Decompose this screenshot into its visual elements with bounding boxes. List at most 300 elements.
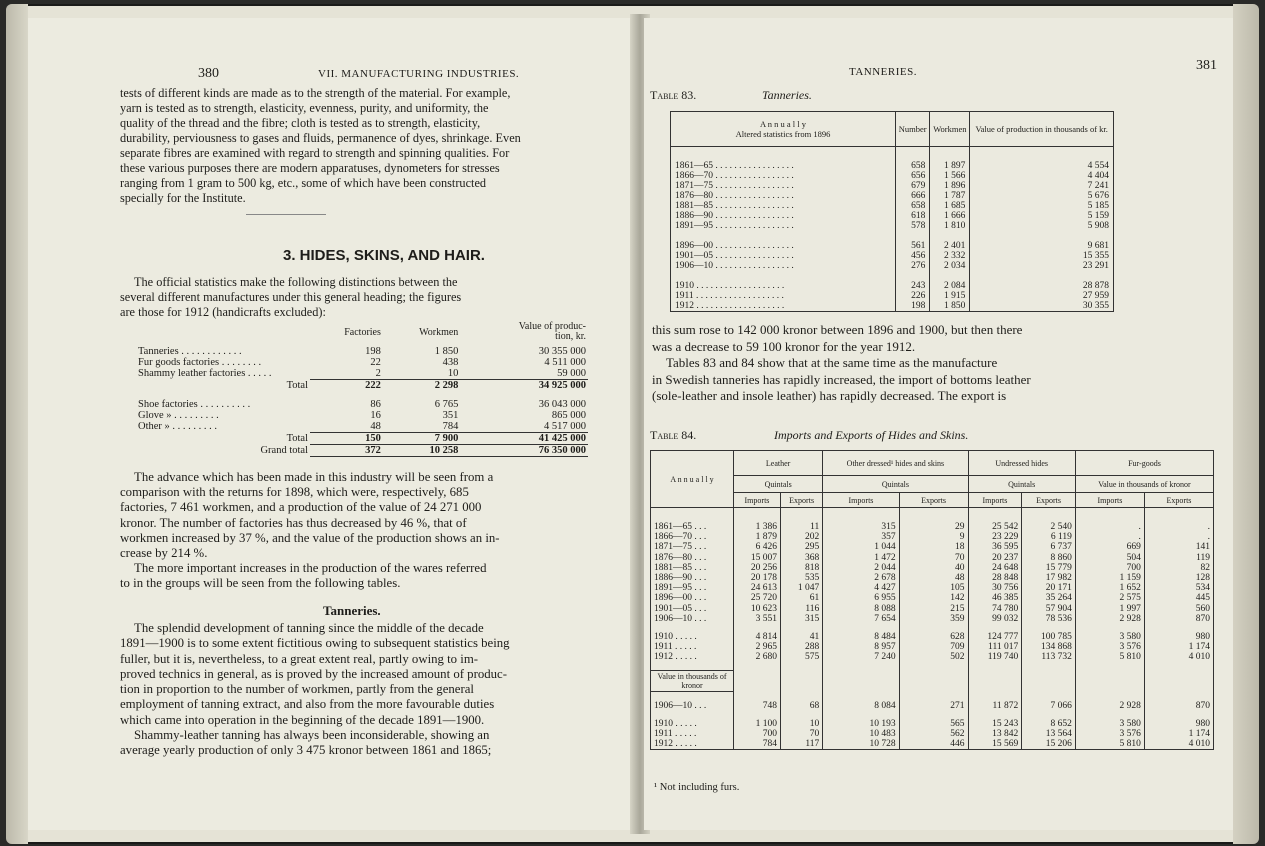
col-value: Value of produc- tion, kr. bbox=[518, 321, 586, 342]
row-label: Total bbox=[286, 379, 308, 391]
cell: 562 bbox=[899, 729, 968, 739]
cell: 1 897 bbox=[930, 161, 970, 171]
t84-unit-undressed: Quintals bbox=[968, 476, 1075, 493]
table-row bbox=[671, 291, 1114, 301]
cell: 784 bbox=[442, 421, 459, 432]
cell: 41 425 000 bbox=[460, 433, 588, 445]
spacer bbox=[896, 147, 930, 162]
cell: 27 959 bbox=[970, 291, 1114, 301]
text-line: tion in proportion to the number of workmen, partly from the general bbox=[120, 682, 474, 697]
row-label: 1901—05 . . . bbox=[651, 604, 734, 614]
table-row bbox=[136, 357, 588, 368]
spacer bbox=[823, 624, 899, 632]
cell: 4 404 bbox=[970, 171, 1114, 181]
text-line: are those for 1912 (handicrafts excluded): bbox=[120, 305, 326, 319]
cell: 870 bbox=[1144, 700, 1213, 710]
cell: 3 580 bbox=[1075, 632, 1144, 642]
cell: 359 bbox=[899, 614, 968, 624]
cell: 502 bbox=[899, 652, 968, 662]
text-line: comparison with the returns for 1898, which were, respectively, 685 bbox=[120, 485, 469, 500]
cell: 23 291 bbox=[970, 261, 1114, 271]
spacer bbox=[896, 271, 930, 281]
cell: 7 240 bbox=[823, 652, 899, 662]
table-row bbox=[671, 241, 1114, 251]
spacer bbox=[1075, 671, 1144, 692]
cell: 15 355 bbox=[970, 251, 1114, 261]
cell: 141 bbox=[1144, 542, 1213, 552]
spacer bbox=[899, 662, 968, 671]
cell: 5 159 bbox=[970, 211, 1114, 221]
spacer bbox=[671, 231, 896, 241]
spacer bbox=[970, 147, 1114, 162]
spacer bbox=[930, 147, 970, 162]
cell: 700 bbox=[1075, 563, 1144, 573]
cell: 41 bbox=[780, 632, 822, 642]
spacer-row bbox=[651, 508, 1214, 523]
t84-group-leather: Leather bbox=[734, 451, 823, 476]
cell: 5 185 bbox=[970, 201, 1114, 211]
cell: 226 bbox=[896, 291, 930, 301]
spacer bbox=[780, 671, 822, 692]
spacer bbox=[968, 508, 1022, 523]
cell: 11 872 bbox=[968, 700, 1022, 710]
right-page bbox=[644, 18, 1236, 830]
cell: 865 000 bbox=[551, 410, 586, 421]
cell: 7 241 bbox=[970, 181, 1114, 191]
text-line: proved technics in general, as is proved by the increased amount of produc- bbox=[120, 666, 507, 681]
text-line: specially for the Institute. bbox=[120, 191, 246, 205]
spacer bbox=[930, 231, 970, 241]
spacer bbox=[1022, 671, 1076, 692]
cell: 2 680 bbox=[734, 652, 781, 662]
cell: 10 193 bbox=[823, 719, 899, 729]
cell: 2 332 bbox=[930, 251, 970, 261]
text-line: tests of different kinds are made as to the strength of the material. For example, bbox=[120, 86, 511, 100]
text-line: Shammy-leather tanning has always been inconsiderable, showing an bbox=[134, 728, 490, 743]
tanneries-heading: Tanneries. bbox=[323, 603, 381, 618]
row-label: 1886—90 . . . . . . . . . . . . . . . . . bbox=[671, 211, 896, 221]
spacer-row bbox=[651, 662, 1214, 671]
factories-table bbox=[136, 322, 588, 457]
tanneries-paragraph bbox=[120, 621, 604, 759]
spacer bbox=[823, 671, 899, 692]
spacer bbox=[1022, 692, 1076, 701]
cell: 48 bbox=[370, 421, 381, 432]
text-line: this sum rose to 142 000 kronor between 1896 and 1900, but then there bbox=[652, 322, 1023, 337]
cell: 628 bbox=[899, 632, 968, 642]
spacer bbox=[1022, 711, 1076, 719]
factories-group-a bbox=[136, 346, 588, 380]
cell: 2 678 bbox=[823, 573, 899, 583]
cell: 16 bbox=[370, 410, 381, 421]
cell: 76 350 000 bbox=[460, 445, 588, 457]
cell: 198 bbox=[365, 346, 381, 357]
cell: 215 bbox=[899, 604, 968, 614]
cell: 295 bbox=[780, 542, 822, 552]
cell: 82 bbox=[1144, 563, 1213, 573]
text-line: The more important increases in the production of the wares referred bbox=[134, 561, 487, 576]
cell: 9 bbox=[899, 532, 968, 542]
table-row bbox=[671, 281, 1114, 291]
cell: 15 206 bbox=[1022, 739, 1076, 750]
t84-group-other: Other dressed¹ hides and skins bbox=[823, 451, 968, 476]
section-paragraph bbox=[120, 275, 604, 320]
row-label: 1906—10 . . . bbox=[651, 614, 734, 624]
spacer bbox=[970, 271, 1114, 281]
cell: 2 401 bbox=[930, 241, 970, 251]
cell: 784 bbox=[734, 739, 781, 750]
cell: 658 bbox=[896, 161, 930, 171]
spacer bbox=[823, 508, 899, 523]
t84-subhead: Imports bbox=[823, 493, 899, 508]
row-label: 1861—65 . . . bbox=[651, 522, 734, 532]
cell: 4 511 000 bbox=[544, 357, 586, 368]
cell: 980 bbox=[1144, 719, 1213, 729]
footnote: ¹ Not including furs. bbox=[654, 782, 740, 793]
divider bbox=[246, 214, 326, 215]
spacer-row bbox=[671, 147, 1114, 162]
table83-label: Table 83. bbox=[650, 88, 697, 102]
cell: 5 908 bbox=[970, 221, 1114, 231]
spacer bbox=[1022, 508, 1076, 523]
spacer bbox=[970, 231, 1114, 241]
cell: 128 bbox=[1144, 573, 1213, 583]
cell: 351 bbox=[442, 410, 459, 421]
cell: 980 bbox=[1144, 632, 1213, 642]
cell: 534 bbox=[1144, 583, 1213, 593]
text-line: which came into operation in the beginning of the decade 1891—1900. bbox=[120, 712, 485, 727]
row-label: 1901—05 . . . . . . . . . . . . . . . . . bbox=[671, 251, 896, 261]
cell: 6 955 bbox=[823, 593, 899, 603]
cell: 74 780 bbox=[968, 604, 1022, 614]
cell: 1 850 bbox=[434, 346, 459, 357]
text-line: in Swedish tanneries has rapidly increased, the import of bottoms leather bbox=[652, 371, 1031, 387]
table-84 bbox=[650, 450, 1214, 750]
row-label: 1910 . . . . . bbox=[651, 632, 734, 642]
t84-group-furgoods: Fur-goods bbox=[1075, 451, 1213, 476]
cell: 535 bbox=[780, 573, 822, 583]
text-line: crease by 214 %. bbox=[120, 546, 208, 561]
cell: 1 044 bbox=[823, 542, 899, 552]
spacer bbox=[930, 271, 970, 281]
table-row bbox=[671, 181, 1114, 191]
row-label: Tanneries . . . . . . . . . . . . bbox=[138, 346, 242, 357]
cell: 46 385 bbox=[968, 593, 1022, 603]
cell: 17 982 bbox=[1022, 573, 1076, 583]
t84-group-undressed: Undressed hides bbox=[968, 451, 1075, 476]
spacer bbox=[968, 692, 1022, 701]
spacer bbox=[651, 692, 734, 701]
cell: . bbox=[1144, 522, 1213, 532]
cell: 700 bbox=[734, 729, 781, 739]
t84-subhead: Imports bbox=[1075, 493, 1144, 508]
table-row bbox=[136, 368, 588, 380]
cell: 4 814 bbox=[734, 632, 781, 642]
cell: 30 355 000 bbox=[538, 346, 586, 357]
cell: 7 066 bbox=[1022, 700, 1076, 710]
cell: 8 652 bbox=[1022, 719, 1076, 729]
t84-unit-leather: Quintals bbox=[734, 476, 823, 493]
spacer bbox=[734, 711, 781, 719]
table-row bbox=[671, 301, 1114, 312]
cell: 1 850 bbox=[930, 301, 970, 312]
advance-paragraph bbox=[120, 470, 604, 592]
cell: 748 bbox=[734, 700, 781, 710]
spacer bbox=[899, 671, 968, 692]
row-label: 1891—95 . . . bbox=[651, 583, 734, 593]
table-row bbox=[136, 445, 588, 457]
row-label: 1910 . . . . . . . . . . . . . . . . . . . bbox=[671, 281, 896, 291]
cell: 3 576 bbox=[1075, 729, 1144, 739]
spacer bbox=[1022, 662, 1076, 671]
cell: 20 237 bbox=[968, 553, 1022, 563]
cell: 1 787 bbox=[930, 191, 970, 201]
cell: 565 bbox=[899, 719, 968, 729]
cell: 6 119 bbox=[1022, 532, 1076, 542]
cell: 438 bbox=[442, 357, 459, 368]
table-row bbox=[651, 739, 1214, 750]
spacer bbox=[1144, 711, 1213, 719]
cell: 142 bbox=[899, 593, 968, 603]
spacer bbox=[671, 271, 896, 281]
spacer bbox=[734, 508, 781, 523]
cell: 372 bbox=[310, 445, 383, 457]
cell: 15 779 bbox=[1022, 563, 1076, 573]
cell: 4 517 000 bbox=[544, 421, 586, 432]
cell: 1 159 bbox=[1075, 573, 1144, 583]
cell: 57 904 bbox=[1022, 604, 1076, 614]
cell: 3 576 bbox=[1075, 642, 1144, 652]
cell: 2 540 bbox=[1022, 522, 1076, 532]
cell: 561 bbox=[896, 241, 930, 251]
t84-head-annually: A n n u a l l y bbox=[651, 451, 734, 508]
cell: . bbox=[1144, 532, 1213, 542]
spacer bbox=[780, 692, 822, 701]
cell: 30 355 bbox=[970, 301, 1114, 312]
row-label: 1876—80 . . . bbox=[651, 553, 734, 563]
cell: 20 178 bbox=[734, 573, 781, 583]
row-label: 1871—75 . . . . . . . . . . . . . . . . . bbox=[671, 181, 896, 191]
spacer bbox=[1075, 711, 1144, 719]
cell: 10 483 bbox=[823, 729, 899, 739]
cell: 34 925 000 bbox=[460, 380, 588, 392]
spacer bbox=[823, 711, 899, 719]
table-row bbox=[651, 532, 1214, 542]
table-row bbox=[671, 171, 1114, 181]
cell: 4 554 bbox=[970, 161, 1114, 171]
cell: . bbox=[1075, 522, 1144, 532]
value-head: Value in thousands of kronor bbox=[651, 671, 734, 692]
cell: 456 bbox=[896, 251, 930, 261]
t83-head-value: Value of production in thousands of kr. bbox=[970, 112, 1114, 147]
cell: 1 997 bbox=[1075, 604, 1144, 614]
cell: 1 896 bbox=[930, 181, 970, 191]
cell: 1 666 bbox=[930, 211, 970, 221]
cell: 36 595 bbox=[968, 542, 1022, 552]
cell: 30 756 bbox=[968, 583, 1022, 593]
cell: 11 bbox=[780, 522, 822, 532]
cell: 4 010 bbox=[1144, 739, 1213, 750]
row-label: Fur goods factories . . . . . . . . bbox=[138, 357, 262, 368]
spacer bbox=[651, 508, 734, 523]
cell: 13 842 bbox=[968, 729, 1022, 739]
cell: 40 bbox=[899, 563, 968, 573]
cell: 870 bbox=[1144, 614, 1213, 624]
cell: 243 bbox=[896, 281, 930, 291]
row-label: 1912 . . . . . bbox=[651, 652, 734, 662]
cell: 9 681 bbox=[970, 241, 1114, 251]
cell: 4 010 bbox=[1144, 652, 1213, 662]
text-line: Tables 83 and 84 show that at the same time as the manufacture bbox=[666, 355, 998, 370]
cell: 13 564 bbox=[1022, 729, 1076, 739]
t84-subhead: Exports bbox=[1144, 493, 1213, 508]
factories-group-b bbox=[136, 399, 588, 433]
cell: 100 785 bbox=[1022, 632, 1076, 642]
cell: 445 bbox=[1144, 593, 1213, 603]
spacer bbox=[734, 662, 781, 671]
cell: 59 000 bbox=[557, 368, 586, 379]
cell: 6 737 bbox=[1022, 542, 1076, 552]
text-line: factories, 7 461 workmen, and a production of the value of 24 271 000 bbox=[120, 500, 482, 515]
text-line: durability, perviousness to gases and fluids, permanence of dyes, shrinkage. Even bbox=[120, 131, 521, 145]
row-label: Grand total bbox=[260, 445, 308, 456]
cell: 22 bbox=[370, 357, 381, 368]
t84-subhead: Imports bbox=[968, 493, 1022, 508]
cell: 61 bbox=[780, 593, 822, 603]
spacer bbox=[899, 692, 968, 701]
cell: 15 007 bbox=[734, 553, 781, 563]
table-83 bbox=[670, 111, 1114, 312]
cell: 2 084 bbox=[930, 281, 970, 291]
row-label: 1886—90 . . . bbox=[651, 573, 734, 583]
spacer bbox=[899, 624, 968, 632]
cell: 5 810 bbox=[1075, 652, 1144, 662]
factories-grand-total bbox=[136, 445, 588, 457]
row-label: 1871—75 . . . bbox=[651, 542, 734, 552]
cell: 10 623 bbox=[734, 604, 781, 614]
spacer bbox=[1075, 662, 1144, 671]
cell: 222 bbox=[310, 380, 383, 392]
cell: 99 032 bbox=[968, 614, 1022, 624]
page-number-left: 380 bbox=[198, 66, 219, 81]
t83-head-workmen: Workmen bbox=[930, 112, 970, 147]
text-line: average yearly production of only 3 475 kronor between 1861 and 1865; bbox=[120, 743, 492, 758]
cell: 271 bbox=[899, 700, 968, 710]
cell: 368 bbox=[780, 553, 822, 563]
cell: 7 654 bbox=[823, 614, 899, 624]
cell: 68 bbox=[780, 700, 822, 710]
table-row bbox=[671, 251, 1114, 261]
table84-title: Imports and Exports of Hides and Skins. bbox=[774, 428, 969, 442]
spacer bbox=[968, 662, 1022, 671]
cell: 618 bbox=[896, 211, 930, 221]
cell: 124 777 bbox=[968, 632, 1022, 642]
cell: 29 bbox=[899, 522, 968, 532]
cell: 20 256 bbox=[734, 563, 781, 573]
t84-subhead: Exports bbox=[780, 493, 822, 508]
t84-subhead: Exports bbox=[1022, 493, 1076, 508]
cell: 1 472 bbox=[823, 553, 899, 563]
row-label: 1912 . . . . . . . . . . . . . . . . . . . bbox=[671, 301, 896, 312]
cell: 2 575 bbox=[1075, 593, 1144, 603]
cell: 3 551 bbox=[734, 614, 781, 624]
cell: 6 426 bbox=[734, 542, 781, 552]
factories-total-b bbox=[136, 433, 588, 445]
text-line: 1891—1900 is to some extent fictitious owing to subsequent statistics being bbox=[120, 636, 510, 651]
row-label: 1906—10 . . . bbox=[651, 700, 734, 710]
table-row bbox=[651, 593, 1214, 603]
text-line: several different manufactures under this general heading; the figures bbox=[120, 290, 462, 304]
t83-body bbox=[671, 147, 1114, 312]
cell: 315 bbox=[780, 614, 822, 624]
table-row bbox=[651, 652, 1214, 662]
table-row bbox=[136, 421, 588, 433]
t83-head-annually: A n n u a l l y Altered statistics from 1896 bbox=[671, 112, 896, 147]
text-line: yarn is tested as to strength, elasticity, evenness, purity, and uniformity, the bbox=[120, 101, 489, 115]
spacer-row bbox=[671, 231, 1114, 241]
table-row bbox=[136, 399, 588, 410]
cell: 1 047 bbox=[780, 583, 822, 593]
cell: 7 900 bbox=[383, 433, 460, 445]
table-row bbox=[136, 433, 588, 445]
spacer bbox=[780, 711, 822, 719]
intro-paragraph bbox=[120, 86, 604, 206]
col-workmen: Workmen bbox=[419, 326, 459, 338]
spacer bbox=[1144, 624, 1213, 632]
cell: 560 bbox=[1144, 604, 1213, 614]
cell: 1 100 bbox=[734, 719, 781, 729]
text-line: was a decrease to 59 100 kronor for the year 1912. bbox=[652, 338, 916, 354]
table-row bbox=[671, 191, 1114, 201]
cell: 658 bbox=[896, 201, 930, 211]
spacer-row bbox=[651, 692, 1214, 701]
spacer bbox=[1075, 692, 1144, 701]
table-row bbox=[136, 410, 588, 421]
cell: 679 bbox=[896, 181, 930, 191]
cell: 113 732 bbox=[1022, 652, 1076, 662]
cell: 315 bbox=[823, 522, 899, 532]
t84-subhead: Imports bbox=[734, 493, 781, 508]
spacer bbox=[651, 711, 734, 719]
spacer bbox=[651, 624, 734, 632]
row-label: Total bbox=[286, 433, 308, 444]
cell: 2 928 bbox=[1075, 700, 1144, 710]
cell: 4 427 bbox=[823, 583, 899, 593]
factories-total-a bbox=[136, 380, 588, 392]
col-factories: Factories bbox=[344, 326, 381, 338]
cell: 1 915 bbox=[930, 291, 970, 301]
cell: 1 685 bbox=[930, 201, 970, 211]
cell: 23 229 bbox=[968, 532, 1022, 542]
cell: 656 bbox=[896, 171, 930, 181]
row-label: 1866—70 . . . bbox=[651, 532, 734, 542]
row-label: 1866—70 . . . . . . . . . . . . . . . . . bbox=[671, 171, 896, 181]
row-label: 1861—65 . . . . . . . . . . . . . . . . . bbox=[671, 161, 896, 171]
cell: 36 043 000 bbox=[538, 399, 586, 410]
cell: 5 676 bbox=[970, 191, 1114, 201]
cell: 8 084 bbox=[823, 700, 899, 710]
cell: 116 bbox=[780, 604, 822, 614]
page-number-right: 381 bbox=[1196, 58, 1217, 73]
spacer bbox=[1144, 692, 1213, 701]
t84-subhead: Exports bbox=[899, 493, 968, 508]
text-line: separate fibres are examined with regard to strength and spinning qualities. For bbox=[120, 146, 510, 160]
cell: 1 174 bbox=[1144, 729, 1213, 739]
t84-subheads bbox=[651, 493, 1214, 508]
cell: 24 648 bbox=[968, 563, 1022, 573]
cell: 48 bbox=[899, 573, 968, 583]
left-page bbox=[28, 18, 636, 830]
